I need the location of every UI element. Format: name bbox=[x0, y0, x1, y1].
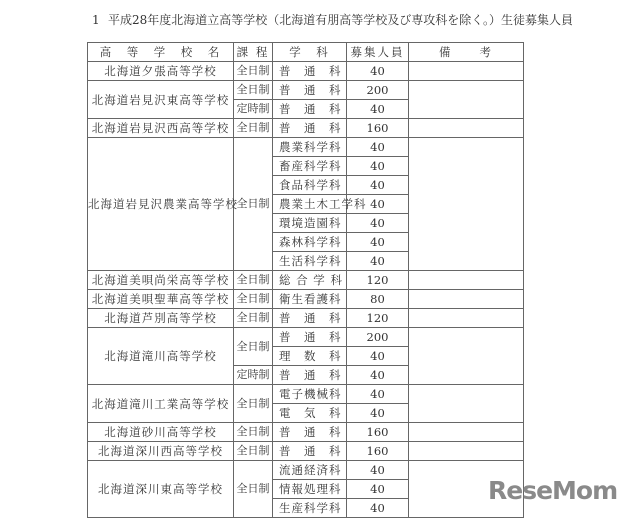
recruitment-count: 120 bbox=[347, 271, 409, 290]
recruitment-count: 120 bbox=[347, 309, 409, 328]
department: 普 通 科 bbox=[273, 423, 347, 442]
department: 電 気 科 bbox=[273, 404, 347, 423]
department: 普 通 科 bbox=[273, 366, 347, 385]
recruitment-count: 40 bbox=[347, 252, 409, 271]
notes-cell bbox=[409, 271, 524, 290]
notes-cell bbox=[409, 290, 524, 309]
title-text: 平成28年度北海道立高等学校（北海道有朋高等学校及び専攻科を除く。）生徒募集人員 bbox=[108, 13, 574, 27]
table-row bbox=[88, 385, 524, 404]
recruitment-count: 40 bbox=[347, 461, 409, 480]
recruitment-table bbox=[87, 42, 524, 518]
department: 総 合 学 科 bbox=[273, 271, 347, 290]
notes-cell bbox=[409, 119, 524, 138]
table-row bbox=[88, 461, 524, 480]
school-name: 北海道滝川高等学校 bbox=[88, 328, 234, 385]
recruitment-count: 200 bbox=[347, 81, 409, 100]
table-row bbox=[88, 81, 524, 100]
school-name: 北海道美唄尚栄高等学校 bbox=[88, 271, 234, 290]
recruitment-count: 40 bbox=[347, 480, 409, 499]
notes-cell bbox=[409, 309, 524, 328]
recruitment-count: 160 bbox=[347, 423, 409, 442]
school-name: 北海道美唄聖華高等学校 bbox=[88, 290, 234, 309]
course-type: 全日制 bbox=[234, 385, 273, 423]
course-type: 全日制 bbox=[234, 271, 273, 290]
department: 理 数 科 bbox=[273, 347, 347, 366]
recruitment-count: 40 bbox=[347, 499, 409, 518]
course-type: 全日制 bbox=[234, 461, 273, 518]
recruitment-count: 40 bbox=[347, 347, 409, 366]
notes-cell bbox=[409, 62, 524, 81]
notes-cell bbox=[409, 328, 524, 385]
course-type: 定時制 bbox=[234, 100, 273, 119]
notes-cell bbox=[409, 442, 524, 461]
course-type: 全日制 bbox=[234, 309, 273, 328]
recruitment-count: 40 bbox=[347, 214, 409, 233]
department: 普 通 科 bbox=[273, 442, 347, 461]
department: 畜産科学科 bbox=[273, 157, 347, 176]
notes-cell bbox=[409, 385, 524, 423]
course-type: 定時制 bbox=[234, 366, 273, 385]
section-number: 1 bbox=[92, 13, 100, 27]
table-row bbox=[88, 119, 524, 138]
course-type: 全日制 bbox=[234, 423, 273, 442]
recruitment-count: 160 bbox=[347, 119, 409, 138]
recruitment-count: 160 bbox=[347, 442, 409, 461]
table-row bbox=[88, 62, 524, 81]
resemom-watermark-logo: ReseMom bbox=[488, 476, 617, 505]
department: 普 通 科 bbox=[273, 81, 347, 100]
header-course: 課 程 bbox=[234, 43, 273, 62]
header-school: 高 等 学 校 名 bbox=[88, 43, 234, 62]
course-type: 全日制 bbox=[234, 81, 273, 100]
school-name: 北海道深川西高等学校 bbox=[88, 442, 234, 461]
recruitment-count: 80 bbox=[347, 290, 409, 309]
notes-cell bbox=[409, 423, 524, 442]
school-name: 北海道岩見沢西高等学校 bbox=[88, 119, 234, 138]
course-type: 全日制 bbox=[234, 62, 273, 81]
school-name: 北海道夕張高等学校 bbox=[88, 62, 234, 81]
department: 情報処理科 bbox=[273, 480, 347, 499]
header-dept: 学 科 bbox=[273, 43, 347, 62]
header-row bbox=[88, 43, 524, 62]
table-row bbox=[88, 328, 524, 347]
school-name: 北海道芦別高等学校 bbox=[88, 309, 234, 328]
course-type: 全日制 bbox=[234, 328, 273, 366]
recruitment-count: 40 bbox=[347, 157, 409, 176]
recruitment-count: 40 bbox=[347, 195, 409, 214]
school-name: 北海道深川東高等学校 bbox=[88, 461, 234, 518]
notes-cell bbox=[409, 81, 524, 119]
department: 環境造園科 bbox=[273, 214, 347, 233]
recruitment-count: 40 bbox=[347, 233, 409, 252]
table-row bbox=[88, 309, 524, 328]
department: 生活科学科 bbox=[273, 252, 347, 271]
department: 食品科学科 bbox=[273, 176, 347, 195]
department: 普 通 科 bbox=[273, 328, 347, 347]
school-name: 北海道砂川高等学校 bbox=[88, 423, 234, 442]
recruitment-count: 40 bbox=[347, 138, 409, 157]
department: 流通経済科 bbox=[273, 461, 347, 480]
school-name: 北海道岩見沢農業高等学校 bbox=[88, 138, 234, 271]
recruitment-count: 40 bbox=[347, 404, 409, 423]
recruitment-count: 40 bbox=[347, 100, 409, 119]
recruitment-count: 40 bbox=[347, 176, 409, 195]
department: 普 通 科 bbox=[273, 100, 347, 119]
school-name: 北海道滝川工業高等学校 bbox=[88, 385, 234, 423]
header-notes: 備 考 bbox=[409, 43, 524, 62]
table-row bbox=[88, 290, 524, 309]
notes-cell bbox=[409, 138, 524, 271]
department: 生産科学科 bbox=[273, 499, 347, 518]
department: 普 通 科 bbox=[273, 62, 347, 81]
department: 森林科学科 bbox=[273, 233, 347, 252]
department: 電子機械科 bbox=[273, 385, 347, 404]
department: 普 通 科 bbox=[273, 119, 347, 138]
recruitment-count: 40 bbox=[347, 366, 409, 385]
course-type: 全日制 bbox=[234, 442, 273, 461]
table-row bbox=[88, 423, 524, 442]
header-count: 募集人員 bbox=[347, 43, 409, 62]
recruitment-count: 40 bbox=[347, 385, 409, 404]
department: 衛生看護科 bbox=[273, 290, 347, 309]
department: 普 通 科 bbox=[273, 309, 347, 328]
table-row bbox=[88, 138, 524, 157]
table-row bbox=[88, 271, 524, 290]
course-type: 全日制 bbox=[234, 290, 273, 309]
recruitment-count: 200 bbox=[347, 328, 409, 347]
course-type: 全日制 bbox=[234, 138, 273, 271]
document-title bbox=[92, 11, 573, 28]
course-type: 全日制 bbox=[234, 119, 273, 138]
school-name: 北海道岩見沢東高等学校 bbox=[88, 81, 234, 119]
department: 農業科学科 bbox=[273, 138, 347, 157]
department: 農業土木工学科 bbox=[273, 195, 347, 214]
recruitment-count: 40 bbox=[347, 62, 409, 81]
table-row bbox=[88, 442, 524, 461]
